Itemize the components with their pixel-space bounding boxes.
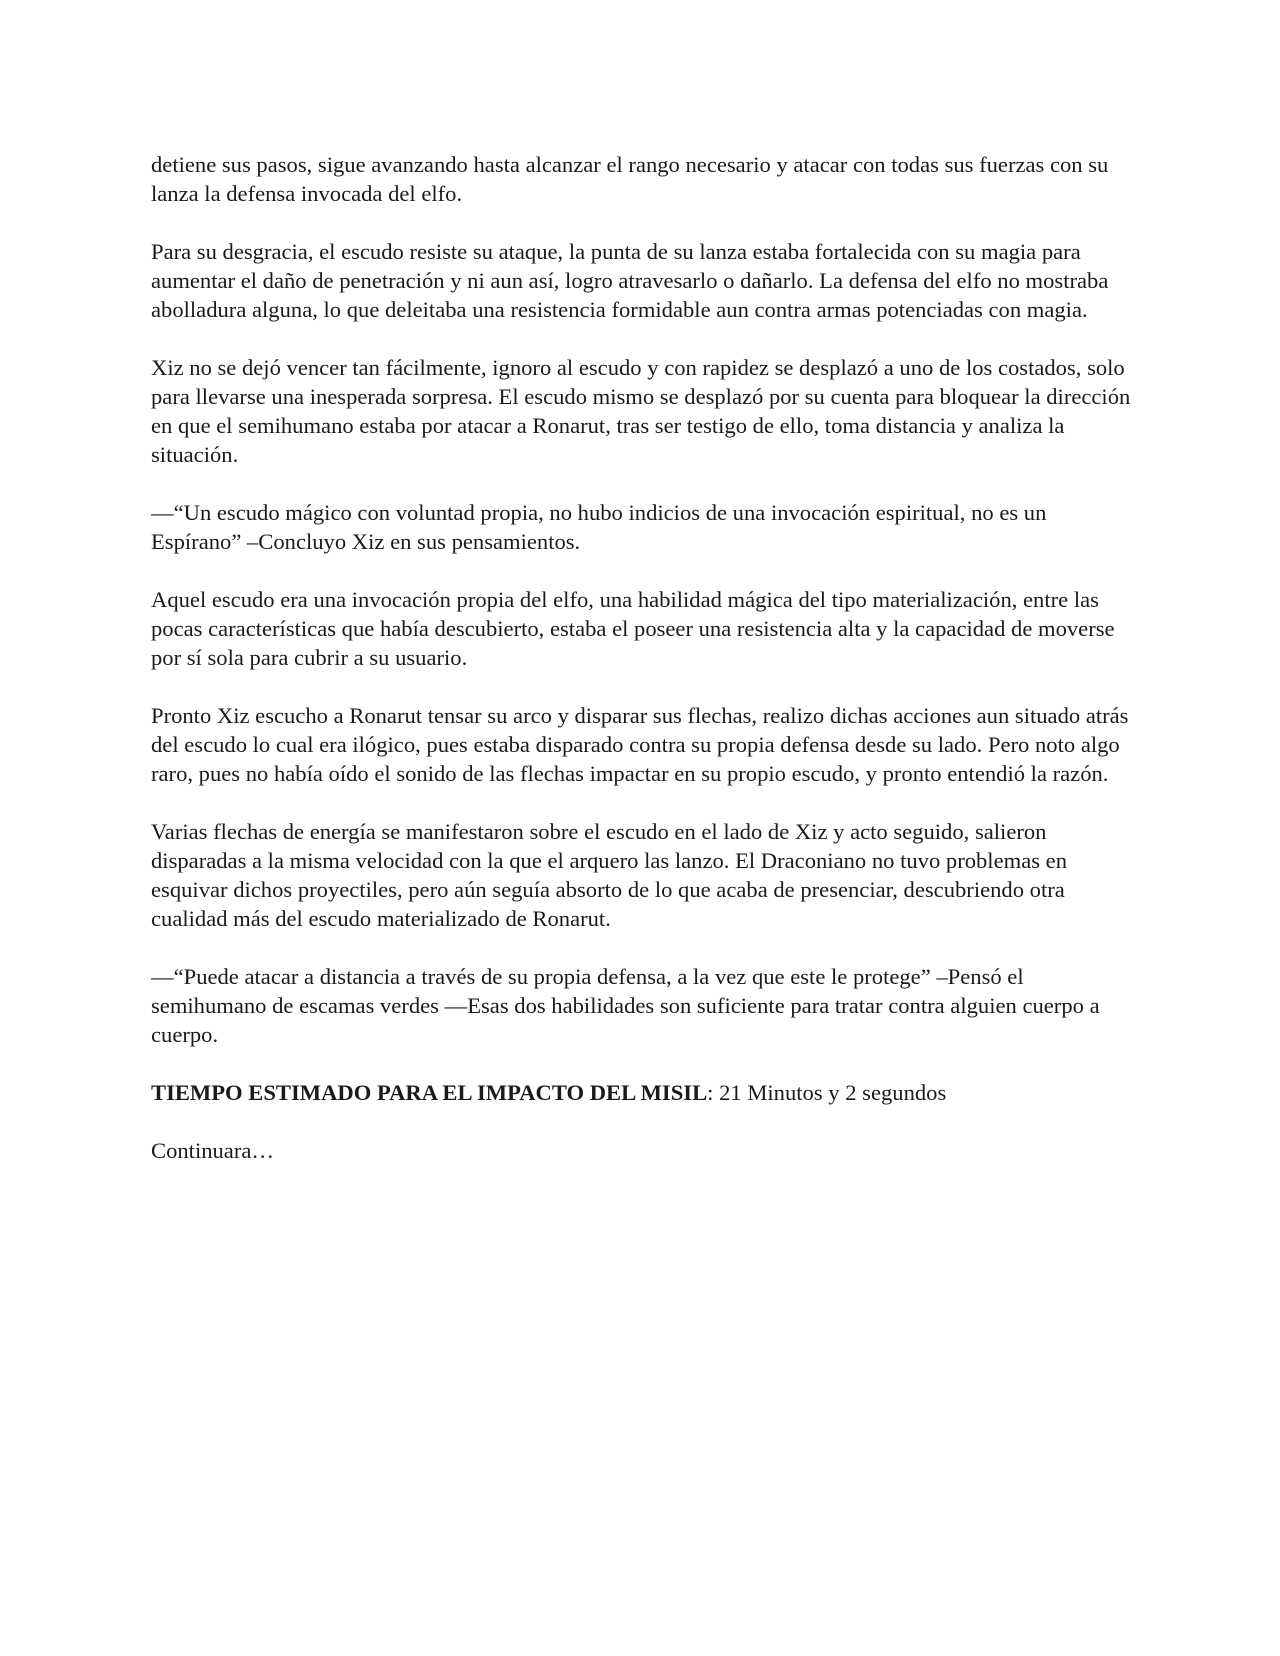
paragraph-6: Pronto Xiz escucho a Ronarut tensar su arco y disparar sus flechas, realizo dichas acciones aun situado atrás del escudo lo cual era ilógico, pues estaba disparado contra su propia defensa desde su lado. Pero noto algo raro, pues no había oído el sonido de las flechas impactar en su propio escudo, y pronto entendió la razón. xyxy=(151,703,1129,786)
missile-timer-separator: : xyxy=(707,1080,714,1105)
closing-text: Continuara… xyxy=(151,1138,274,1163)
missile-timer-value: 21 Minutos y 2 segundos xyxy=(713,1080,947,1105)
paragraph-7: Varias flechas de energía se manifestaron sobre el escudo en el lado de Xiz y acto seguido, salieron disparadas a la misma velocidad con la que el arquero las lanzo. El Draconiano no tuvo problemas en esquivar dichos proyectiles, pero aún seguía absorto de lo que acaba de presenciar, descubriendo otra cualidad más del escudo materializado de Ronarut. xyxy=(151,819,1067,931)
paragraph-8-dialogue: —“Puede atacar a distancia a través de su propia defensa, a la vez que este le protege” –Pensó el semihumano de escamas verdes —Esas dos habilidades son suficiente para tratar contra alguien cuerpo a cuerpo. xyxy=(151,964,1100,1047)
paragraph-1: detiene sus pasos, sigue avanzando hasta alcanzar el rango necesario y atacar con todas sus fuerzas con su lanza la defensa invocada del elfo. xyxy=(151,152,1109,206)
missile-timer-label: TIEMPO ESTIMADO PARA EL IMPACTO DEL MISIL xyxy=(151,1080,708,1105)
paragraph-2: Para su desgracia, el escudo resiste su ataque, la punta de su lanza estaba fortalecida con su magia para aumentar el daño de penetración y ni aun así, logro atravesarlo o dañarlo. La defensa del elfo no mostraba abolladura alguna, lo que deleitaba una resistencia formidable aun contra armas potenciadas con magia. xyxy=(151,239,1109,322)
paragraph-3: Xiz no se dejó vencer tan fácilmente, ignoro al escudo y con rapidez se desplazó a uno de los costados, solo para llevarse una inesperada sorpresa. El escudo mismo se desplazó por su cuenta para bloquear la dirección en que el semihumano estaba por atacar a Ronarut, tras ser testigo de ello, toma distancia y analiza la situación. xyxy=(151,355,1131,467)
paragraph-4-dialogue: —“Un escudo mágico con voluntad propia, no hubo indicios de una invocación espiritual, no es un Espírano” –Concluyo Xiz en sus pensamientos. xyxy=(151,500,1047,554)
document-body xyxy=(151,150,1131,1165)
paragraph-5: Aquel escudo era una invocación propia del elfo, una habilidad mágica del tipo materialización, entre las pocas características que había descubierto, estaba el poseer una resistencia alta y la capacidad de moverse por sí sola para cubrir a su usuario. xyxy=(151,587,1115,670)
missile-timer-line xyxy=(151,1078,1131,1107)
